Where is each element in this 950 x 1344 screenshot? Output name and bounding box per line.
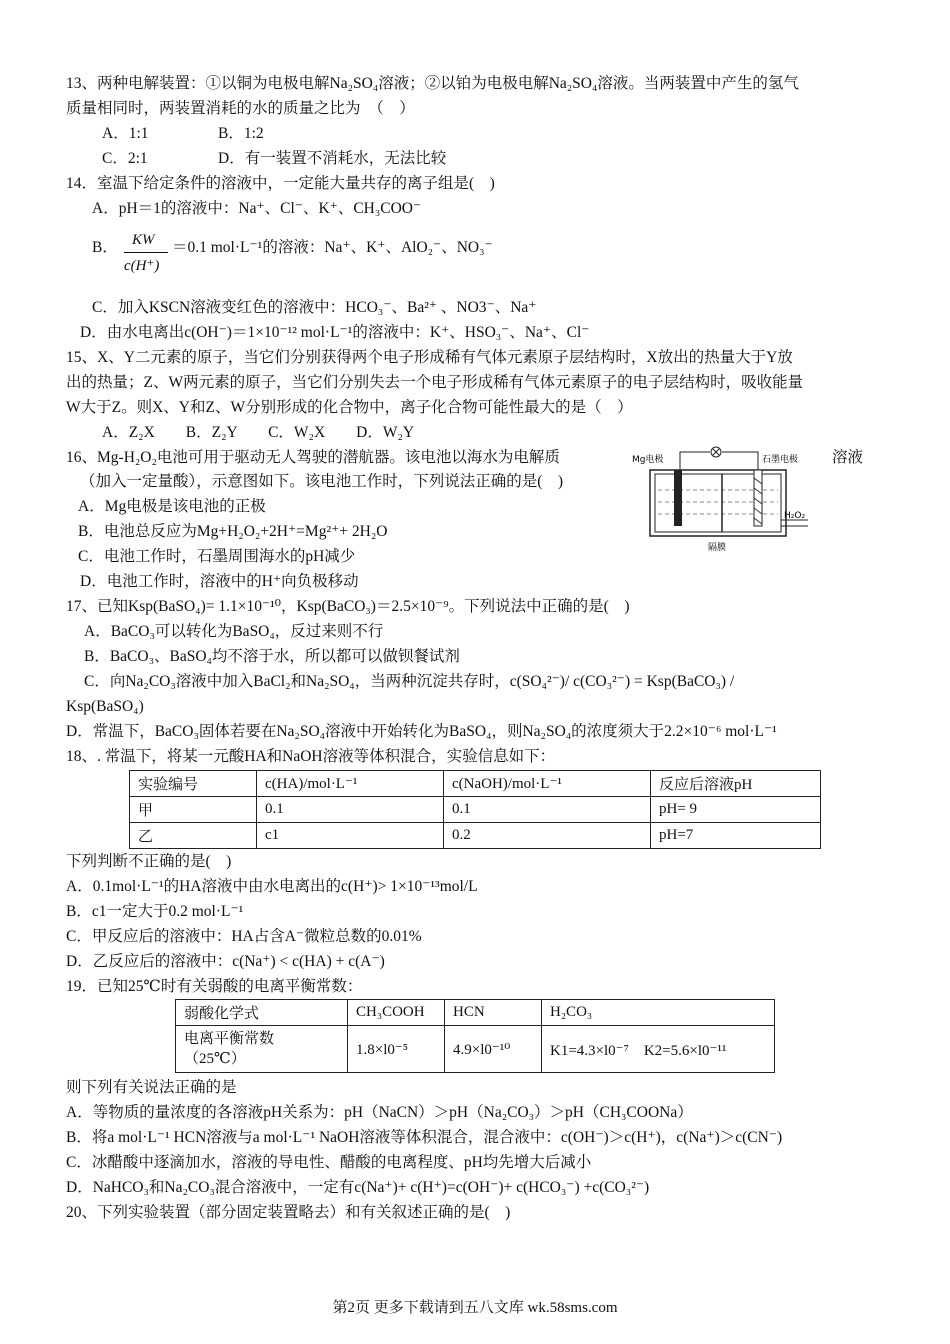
- q13-stem-line1: 13、两种电解装置：①以铜为电极电解Na₂SO₄溶液；②以铂为电极电解Na₂SO₄溶液。当两装置中产生的氢气: [66, 75, 799, 92]
- table-cell: 0.2: [444, 823, 651, 849]
- q16-option-d: D．电池工作时，溶液中的H⁺向负极移动: [80, 573, 359, 590]
- q13-option-d: D．有一装置不消耗水，无法比较: [218, 150, 447, 167]
- header-cell: HCN: [445, 1000, 542, 1026]
- q19-option-a: A．等物质的量浓度的各溶液pH关系为：pH（NaCN）＞pH（Na₂CO₃）＞pH（CH₃COONa）: [66, 1104, 693, 1121]
- q17-option-c-line1: C．向Na₂CO₃溶液中加入BaCl₂和Na₂SO₄，当两种沉淀共存时，c(SO₄²⁻)/ c(CO₃²⁻) = Ksp(BaCO₃) /: [84, 673, 735, 690]
- q16-option-b: B．电池总反应为Mg+H₂O₂+2H⁺=Mg²⁺+ 2H₂O: [78, 523, 388, 540]
- q18-option-a: A．0.1mol·L⁻¹的HA溶液中由水电离出的c(H⁺)> 1×10⁻¹³mol/L: [66, 878, 478, 895]
- q15-line1: 15、X、Y二元素的原子，当它们分别获得两个电子形成稀有气体元素原子层结构时，X放出的热量大于Y放: [66, 349, 793, 366]
- header-cell: 弱酸化学式: [176, 1000, 348, 1026]
- table-cell: 甲: [130, 797, 257, 823]
- q19-question: 则下列有关说法正确的是: [66, 1079, 237, 1096]
- q17-stem: 17、已知Ksp(BaSO₄)= 1.1×10⁻¹⁰，Ksp(BaCO₃)＝2.5×10⁻⁹。下列说法中正确的是( ): [66, 598, 630, 615]
- q16-line2: （加入一定量酸），示意图如下。该电池工作时，下列说法正确的是( ): [80, 473, 564, 490]
- table-row: [176, 1026, 775, 1073]
- table-row: [130, 797, 821, 823]
- table-cell: pH=7: [651, 823, 821, 849]
- q18-option-d: D．乙反应后的溶液中：c(Na⁺) < c(HA) + c(A⁻): [66, 953, 385, 970]
- graphite-electrode-label: 石墨电极: [762, 455, 799, 465]
- q17-option-d: D．常温下，BaCO₃固体若要在Na₂SO₄溶液中开始转化为BaSO₄，则Na₂SO₄的浓度须大于2.2×10⁻⁶ mol·L⁻¹: [66, 723, 777, 740]
- table-cell: 0.1: [444, 797, 651, 823]
- header-cell: 反应后溶液pH: [651, 771, 821, 797]
- row-label-line1: 电离平衡常数: [184, 1031, 275, 1047]
- q14-option-b-text: ＝0.1 mol·L⁻¹的溶液：Na⁺、K⁺、AlO₂⁻、NO₃⁻: [172, 239, 493, 256]
- q17-option-c-line2: Ksp(BaSO₄): [66, 698, 144, 715]
- q13-option-c: C．2:1: [102, 150, 148, 167]
- battery-diagram: [628, 440, 828, 555]
- q14-option-b-label: B．: [92, 239, 118, 256]
- table-cell: c1: [257, 823, 444, 849]
- q15-line3: W大于Z。则X、Y和Z、W分别形成的化合物中，离子化合物可能性最大的是（ ）: [66, 399, 633, 416]
- q18-option-b: B．c1一定大于0.2 mol·L⁻¹: [66, 903, 244, 920]
- q19-stem: 19．已知25℃时有关弱酸的电离平衡常数：: [66, 978, 363, 995]
- tank: [650, 470, 786, 536]
- table-cell: 0.1: [257, 797, 444, 823]
- q15-line2: 出的热量；Z、W两元素的原子，当它们分别失去一个电子形成稀有气体元素原子的电子层结构时，吸收能量: [66, 374, 804, 391]
- table-cell: [176, 1026, 348, 1073]
- q14-stem: 14．室温下给定条件的溶液中，一定能大量共存的离子组是( ): [66, 175, 495, 192]
- q16-option-a: A．Mg电极是该电池的正极: [78, 498, 266, 515]
- q13-stem-line2: 质量相同时，两装置消耗的水的质量之比为 （ ）: [66, 100, 415, 117]
- q17-option-b: B．BaCO₃、BaSO₄均不溶于水，所以都可以做钡餐试剂: [84, 648, 460, 665]
- h2o2-label: H₂O₂: [784, 511, 806, 521]
- graphite-electrode: [754, 470, 762, 526]
- table-header-row: [176, 1000, 775, 1026]
- table-cell: pH= 9: [651, 797, 821, 823]
- q14-option-c: C．加入KSCN溶液变红色的溶液中：HCO₃⁻、Ba²⁺ 、NO3⁻、Na⁺: [92, 299, 537, 316]
- q14-fraction-denominator: c(H⁺): [124, 258, 160, 274]
- fraction-bar: [124, 252, 168, 253]
- q18-option-c: C．甲反应后的溶液中：HA占含A⁻微粒总数的0.01%: [66, 928, 422, 945]
- header-cell: CH₃COOH: [348, 1000, 445, 1026]
- q17-option-a: A．BaCO₃可以转化为BaSO₄，反过来则不行: [84, 623, 384, 640]
- q19-table: [175, 999, 775, 1073]
- q20-stem: 20、下列实验装置（部分固定装置略去）和有关叙述正确的是( ): [66, 1204, 511, 1221]
- q14-fraction-numerator: KW: [132, 232, 155, 248]
- q14-option-a: A．pH＝1的溶液中：Na⁺、Cl⁻、K⁺、CH₃COO⁻: [92, 200, 422, 217]
- table-cell: 乙: [130, 823, 257, 849]
- q18-table: [129, 770, 821, 849]
- header-cell: 实验编号: [130, 771, 257, 797]
- wire-left: [680, 452, 710, 470]
- table-cell: K1=4.3×l0⁻⁷ K2=5.6×l0⁻¹¹: [542, 1026, 775, 1073]
- q16-option-c: C．电池工作时，石墨周围海水的pH减少: [78, 548, 356, 565]
- q19-option-d: D．NaHCO₃和Na₂CO₃混合溶液中，一定有c(Na⁺)+ c(H⁺)=c(OH⁻)+ c(HCO₃⁻) +c(CO₃²⁻): [66, 1179, 650, 1196]
- q13-option-b: B．1:2: [218, 125, 264, 142]
- q16-line1-end: 溶液: [832, 449, 864, 466]
- header-cell: c(NaOH)/mol·L⁻¹: [444, 771, 651, 797]
- q18-stem: 18、. 常温下，将某一元酸HA和NaOH溶液等体积混合，实验信息如下：: [66, 748, 556, 765]
- wire-right: [722, 452, 758, 470]
- table-header-row: [130, 771, 821, 797]
- q15-options: A．Z₂X B．Z₂Y C．W₂X D．W₂Y: [102, 424, 415, 441]
- q16-line1: 16、Mg-H₂O₂电池可用于驱动无人驾驶的潜航器。该电池以海水为电解质: [66, 449, 560, 466]
- table-cell: 1.8×l0⁻⁵: [348, 1026, 445, 1073]
- q18-question: 下列判断不正确的是( ): [66, 853, 232, 870]
- mg-electrode-label: Mg电极: [632, 455, 664, 465]
- table-cell: 4.9×l0⁻¹⁰: [445, 1026, 542, 1073]
- q14-option-d: D．由水电离出c(OH⁻)＝1×10⁻¹² mol·L⁻¹的溶液中：K⁺、HSO₃⁻、Na⁺、Cl⁻: [80, 324, 590, 341]
- header-cell: c(HA)/mol·L⁻¹: [257, 771, 444, 797]
- row-label-line2: （25℃）: [184, 1051, 246, 1067]
- page-footer: 第2页 更多下载请到五八文库 wk.58sms.com: [332, 1300, 618, 1316]
- membrane-label: 隔膜: [708, 543, 727, 553]
- q19-option-c: C．冰醋酸中逐滴加水，溶液的导电性、醋酸的电离程度、pH均先增大后减小: [66, 1154, 592, 1171]
- q13-option-a: A．1:1: [102, 125, 149, 142]
- q19-option-b: B．将a mol·L⁻¹ HCN溶液与a mol·L⁻¹ NaOH溶液等体积混合，混合液中：c(OH⁻)＞c(H⁺)，c(Na⁺)＞c(CN⁻): [66, 1129, 783, 1146]
- header-cell: H₂CO₃: [542, 1000, 775, 1026]
- mg-electrode: [674, 470, 682, 526]
- table-row: [130, 823, 821, 849]
